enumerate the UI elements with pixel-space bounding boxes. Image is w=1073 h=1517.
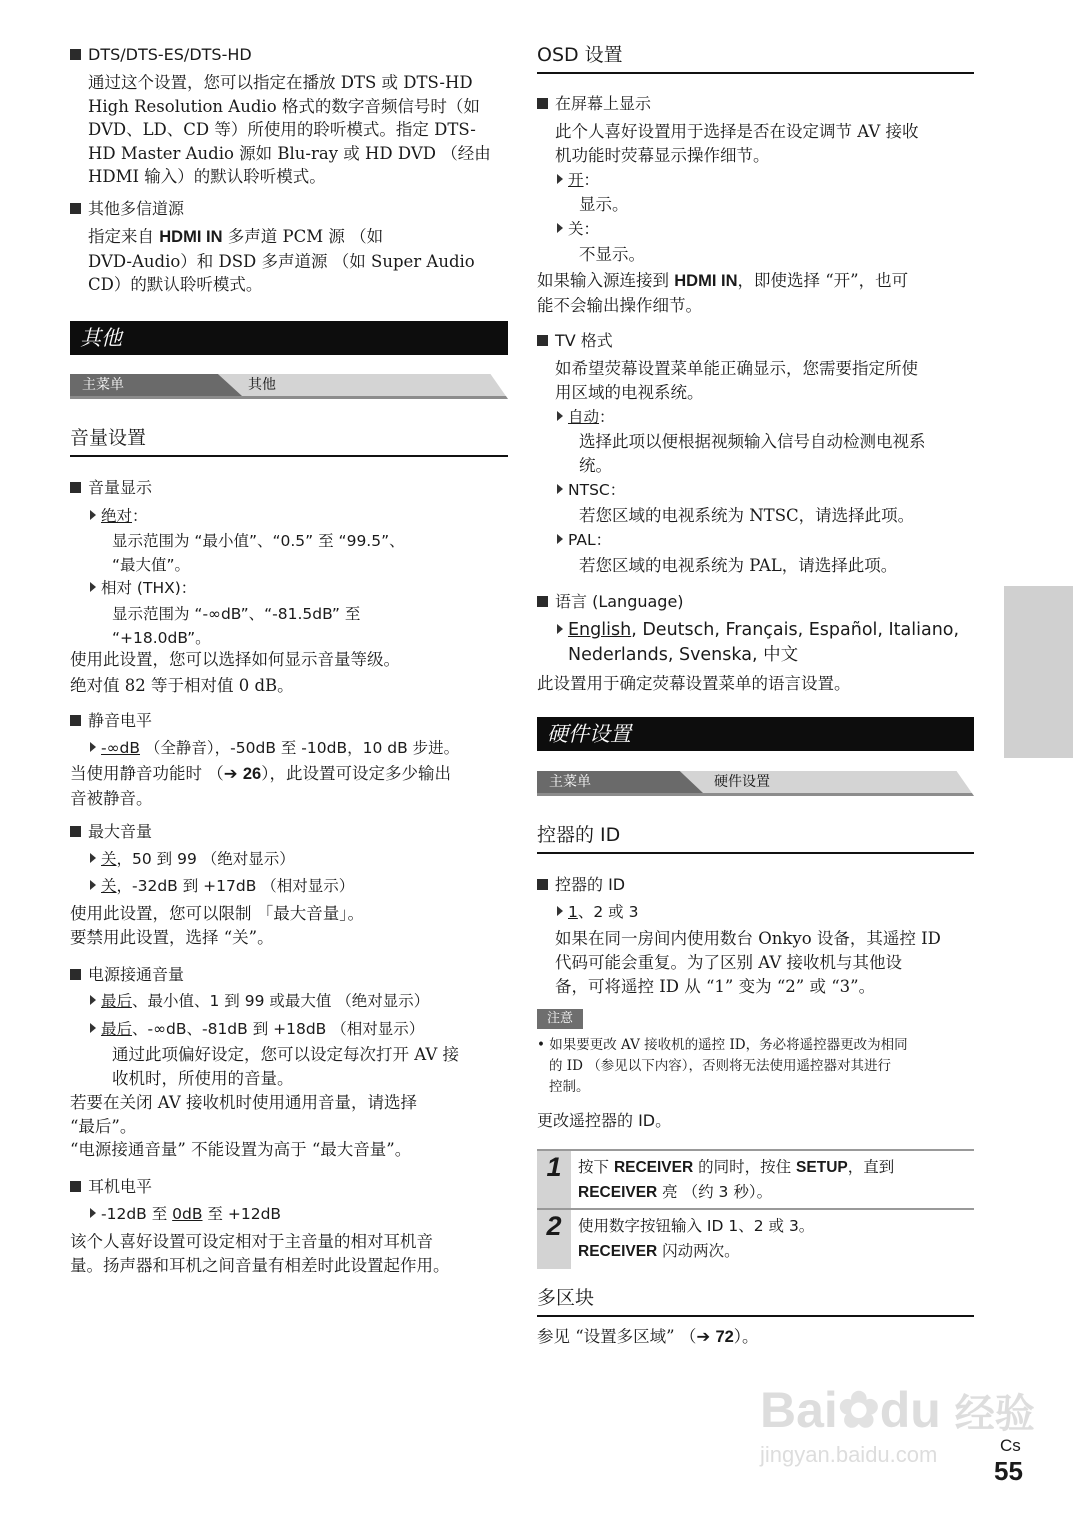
option-absolute: 绝对： xyxy=(90,505,148,527)
section-title-osd: OSD 设置 xyxy=(537,42,974,74)
option-headphone-range: -12dB 至 0dB 至 +12dB xyxy=(90,1203,281,1225)
triangle-bullet-icon xyxy=(557,906,563,916)
square-bullet-icon xyxy=(70,826,81,837)
option-max-relative: 关，-32dB 到 +17dB （相对显示） xyxy=(90,875,354,897)
page-language-code: Cs xyxy=(1000,1436,1021,1455)
section-title-remote-id: 控器的 ID xyxy=(537,822,974,854)
square-bullet-icon xyxy=(537,596,548,607)
option-poweron-desc: 通过此项偏好设定，您可以设定每次打开 AV 接 收机时，所使用的音量。 xyxy=(112,1045,459,1088)
mute-level-note: 当使用静音功能时 （➔ 26），此设置可设定多少输出 音被静音。 xyxy=(70,764,451,808)
square-bullet-icon xyxy=(70,49,81,60)
triangle-bullet-icon xyxy=(90,742,96,752)
menu-path-sub: 硬件设置 xyxy=(714,774,770,790)
change-remote-id: 更改遥控器的 ID。 xyxy=(537,1111,672,1130)
language-options: English, Deutsch, Français, Español, Italiano, Nederlands, Svenska, 中文 xyxy=(557,618,959,668)
triangle-bullet-icon xyxy=(90,582,96,592)
note-label: 注意 xyxy=(537,1007,583,1029)
dts-heading: DTS/DTS-ES/DTS-HD xyxy=(70,44,252,66)
option-mute-values: -∞dB （全静音），-50dB 至 -10dB，10 dB 步进。 xyxy=(90,737,459,759)
baidu-watermark: Bai✿du 经验 jingyan.baidu.com xyxy=(760,1382,1035,1467)
square-bullet-icon xyxy=(70,715,81,726)
section-title-volume: 音量设置 xyxy=(70,425,508,457)
option-off-desc: 不显示。 xyxy=(579,245,645,264)
option-remote-id-values: 1、2 或 3 xyxy=(557,901,638,923)
multichannel-heading: 其他多信道源 xyxy=(70,198,184,220)
square-bullet-icon xyxy=(537,335,548,346)
step-1 xyxy=(537,1149,974,1209)
note-text: • 如果要更改 AV 接收机的遥控 ID，务必将遥控器更改为相同 的 ID （参见以下内容），否则将无法使用遥控器对其进行 控制。 xyxy=(537,1037,908,1095)
menu-path-main: 主菜单 xyxy=(82,377,124,393)
option-pal-desc: 若您区域的电视系统为 PAL，请选择此项。 xyxy=(579,556,898,575)
triangle-bullet-icon xyxy=(90,880,96,890)
step-number: 1 xyxy=(537,1151,571,1209)
square-bullet-icon xyxy=(70,969,81,980)
option-on: 开： xyxy=(557,169,599,191)
section-bar-hardware: 硬件设置 xyxy=(537,717,974,751)
option-on-desc: 显示。 xyxy=(579,195,629,214)
square-bullet-icon xyxy=(537,98,548,109)
option-ntsc-desc: 若您区域的电视系统为 NTSC，请选择此项。 xyxy=(579,506,915,525)
triangle-bullet-icon xyxy=(90,510,96,520)
language-note: 此设置用于确定荧幕设置菜单的语言设置。 xyxy=(537,674,851,693)
triangle-bullet-icon xyxy=(557,624,563,634)
option-ntsc: NTSC： xyxy=(557,479,625,501)
triangle-bullet-icon xyxy=(90,853,96,863)
option-poweron-absolute: 最后、最小值、1 到 99 或最大值 （绝对显示） xyxy=(90,990,429,1012)
menu-path-bar-hardware xyxy=(537,771,974,795)
remote-id-desc: 如果在同一房间内使用数台 Onkyo 设备，其遥控 ID 代码可能会重复。为了区别 AV 接收机与其他设 备，可将遥控 ID 从 “1” 变为 “2” 或 “3”。 xyxy=(555,929,941,996)
left-column xyxy=(70,0,508,1275)
option-pal: PAL： xyxy=(557,529,611,551)
option-absolute-desc: 显示范围为 “最小值”、“0.5” 至 “99.5”、 “最大值”。 xyxy=(112,532,405,574)
volume-display-note: 使用此设置，您可以选择如何显示音量等级。 绝对值 82 等于相对值 0 dB。 xyxy=(70,650,400,695)
dts-description: 通过这个设置，您可以指定在播放 DTS 或 DTS-HD High Resolution Audio 格式的数字音频信号时（如 DVD、LD、CD 等）所使用的聆听模式。指定 DTS- HD Master Audio 源如 Blu-ray 或 HD DVD （经由 HDMI 输入）的默认聆听模式。 xyxy=(88,73,491,186)
max-volume-heading: 最大音量 xyxy=(70,821,152,843)
power-on-volume-heading: 电源接通音量 xyxy=(70,964,184,986)
option-relative-desc: 显示范围为 “-∞dB”、“-81.5dB” 至 “+18.0dB”。 xyxy=(112,605,361,647)
triangle-bullet-icon xyxy=(557,223,563,233)
option-relative: 相对 (THX)： xyxy=(90,577,196,599)
tv-format-desc: 如希望荧幕设置菜单能正确显示，您需要指定所使 用区域的电视系统。 xyxy=(555,359,918,402)
paw-icon: ✿ xyxy=(837,1382,880,1438)
option-poweron-relative: 最后、-∞dB、-81dB 到 +18dB （相对显示） xyxy=(90,1018,424,1040)
triangle-bullet-icon xyxy=(557,411,563,421)
onscreen-display-note: 如果输入源连接到 HDMI IN，即使选择 “开”，也可 能不会输出操作细节。 xyxy=(537,271,909,315)
headphone-level-note: 该个人喜好设置可设定相对于主音量的相对耳机音 量。扬声器和耳机之间音量有相差时此设置起作用。 xyxy=(70,1232,450,1275)
step-text: 使用数字按钮输入 ID 1、2 或 3。 RECEIVER 闪动两次。 xyxy=(578,1217,815,1260)
triangle-bullet-icon xyxy=(90,1208,96,1218)
headphone-level-heading: 耳机电平 xyxy=(70,1176,152,1198)
square-bullet-icon xyxy=(70,203,81,214)
triangle-bullet-icon xyxy=(90,995,96,1005)
onscreen-display-desc: 此个人喜好设置用于选择是否在设定调节 AV 接收 机功能时荧幕显示操作细节。 xyxy=(555,122,919,165)
square-bullet-icon xyxy=(537,879,548,890)
triangle-bullet-icon xyxy=(557,174,563,184)
step-number: 2 xyxy=(537,1210,571,1269)
mute-level-heading: 静音电平 xyxy=(70,710,152,732)
tv-format-heading: TV 格式 xyxy=(537,330,613,352)
square-bullet-icon xyxy=(70,482,81,493)
menu-path-sub: 其他 xyxy=(248,377,276,393)
triangle-bullet-icon xyxy=(557,484,563,494)
chapter-tab xyxy=(1004,586,1073,758)
triangle-bullet-icon xyxy=(557,534,563,544)
multizone-ref: 参见 “设置多区域” （➔ 72）。 xyxy=(537,1327,759,1346)
menu-path-bar xyxy=(70,374,508,398)
triangle-bullet-icon xyxy=(90,1023,96,1033)
right-column xyxy=(537,0,974,1346)
menu-path-main: 主菜单 xyxy=(549,774,591,790)
max-volume-note: 使用此设置，您可以限制 「最大音量」。 要禁用此设置，选择 “关”。 xyxy=(70,904,364,947)
step-2 xyxy=(537,1208,974,1269)
option-max-absolute: 关，50 到 99 （绝对显示） xyxy=(90,848,295,870)
multichannel-description: 指定来自 HDMI IN 多声道 PCM 源 （如 DVD-Audio）和 DSD 多声道源 （如 Super Audio CD）的默认聆听模式。 xyxy=(88,227,475,294)
step-text: 按下 RECEIVER 的同时，按住 SETUP，直到 RECEIVER 亮 （约 3 秒）。 xyxy=(578,1158,895,1201)
remote-id-heading: 控器的 ID xyxy=(537,874,625,896)
option-auto: 自动： xyxy=(557,406,615,428)
option-auto-desc: 选择此项以便根据视频输入信号自动检测电视系 统。 xyxy=(579,432,926,475)
language-heading: 语言 (Language) xyxy=(537,591,684,613)
square-bullet-icon xyxy=(70,1181,81,1192)
section-bar-other: 其他 xyxy=(70,321,508,355)
option-off: 关： xyxy=(557,218,599,240)
onscreen-display-heading: 在屏幕上显示 xyxy=(537,93,651,115)
volume-display-heading: 音量显示 xyxy=(70,477,152,499)
section-title-multizone: 多区块 xyxy=(537,1285,974,1317)
page-number: 55 xyxy=(994,1456,1023,1486)
power-on-volume-note: 若要在关闭 AV 接收机时使用通用音量，请选择 “最后”。 “电源接通音量” 不能设置为高于 “最大音量”。 xyxy=(70,1093,417,1159)
